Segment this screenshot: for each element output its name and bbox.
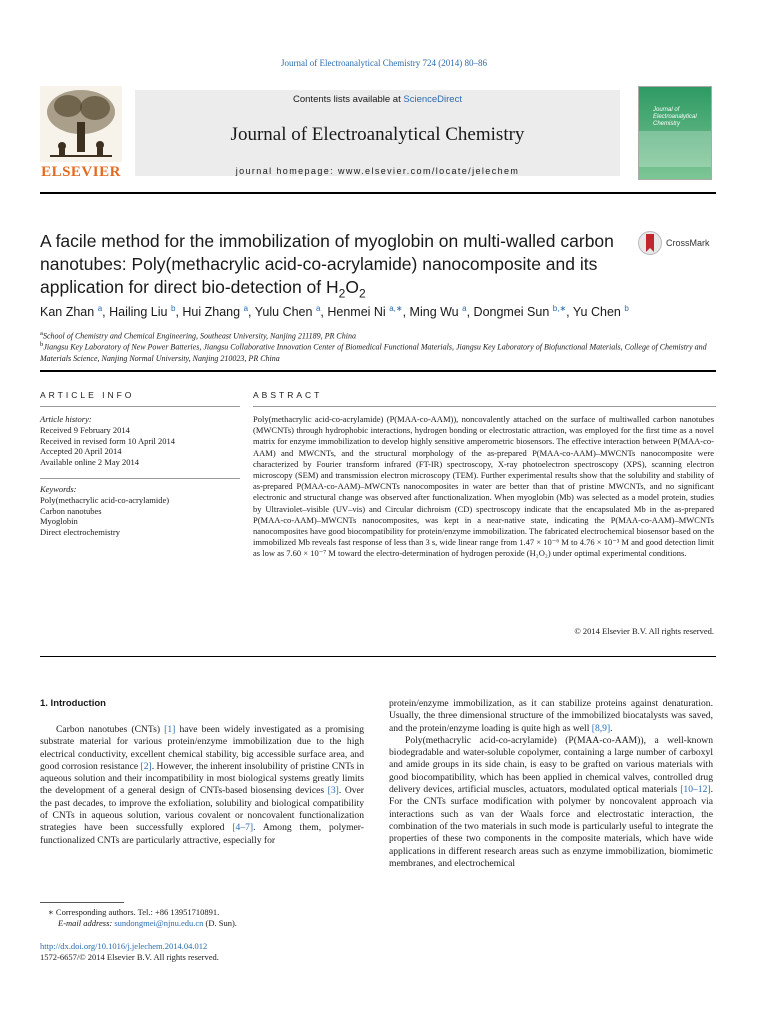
article-info-heading: ARTICLE INFO	[40, 390, 135, 400]
abstract-text: Poly(methacrylic acid-co-acrylamide) (P(MAA-co-AAM)), noncovalently attached on the surface of multiwalled carbon nanotubes (MWCNTs) through hydrophobic interactions, hydrogen bonding or electrostatic attraction, was employed for the first time as a novel matrix for enzyme immobilization to develop highly sensitive amperometric biosensors. The effective interaction between P(MAA-co-AAM) and MWCNTs, and the structural morphology of the as-prepared P(MAA-co-AAM)–MWCNTs nanocomposite were characterized by Fourier transform infrared (FT-IR) spectroscopy, X-ray photoelectron spectroscopy (XPS), scanning electron microscopy (SEM) and transmission electron microscopy (TEM). Further experimental results show that the solubility and stability of as-prepared P(MAA-co-AAM)–MWCNTs nanocomposites in water are better than that of pristine MWCNTs, and no significant electronic and structural change was observed after functionalization. When myoglobin (Mb) was selected as a model protein, studies by Ultraviolet–visible (UV–vis) and Circular dichroism (CD) spectroscopy indicate that the encapsulated Mb in the as-prepared P(MAA-co-AAM)–MWCNTs nanocomposites, was kept in a near-native state, indicating the P(MAA-co-AAM)–MWCNTs nanocomposites have good biocompatibility for protein/enzyme immobilization. The fabricated electrochemical biosensor based on the immobilized Mb reveals fast response of less than 3 s, wide linear range from 1.47 × 10⁻⁶ M to 4.76 × 10⁻³ M and good detection limit as low as 7.60 × 10⁻⁷ M toward the electro-determination of hydrogen peroxide (H₂O₂) under optimal experimental conditions.	[253, 414, 714, 559]
article-title	[40, 230, 630, 306]
ref-link[interactable]: [3]	[327, 785, 339, 797]
journal-banner	[135, 90, 620, 176]
affiliation-a: $^a$School of Chemistry and Chemical Engineering, Southeast University, Nanjing 211189, PR China	[40, 330, 356, 341]
crossmark-badge[interactable]	[638, 230, 718, 258]
cover-band	[639, 131, 711, 167]
abstract-bottom-rule	[40, 656, 716, 657]
contents-prefix: Contents lists available at	[293, 94, 404, 105]
keyword: Carbon nanotubes	[40, 505, 102, 516]
crossmark-label: CrossMark	[666, 238, 710, 248]
keywords	[40, 484, 240, 538]
author[interactable]: Ming Wu $^a$,	[409, 304, 471, 320]
abstract-heading: ABSTRACT	[253, 390, 323, 400]
ref-link[interactable]: [8,9]	[591, 722, 611, 734]
history-label: Article history:	[40, 414, 92, 424]
elsevier-logo	[40, 86, 122, 180]
author[interactable]: Hui Zhang $^a$,	[182, 304, 252, 320]
issn-line: 1572-6657/© 2014 Elsevier B.V. All rights reserved.	[40, 952, 219, 962]
journal-name: Journal of Electroanalytical Chemistry	[230, 124, 525, 145]
affiliation-b: $^b$Jiangsu Key Laboratory of New Power Batteries, Jiangsu Collaborative Innovation Center of Biomedical Functional Materials, Jiangsu Key Laboratory of Biofunctional Materials, College of Chemistry and Materials Science, Nanjing Normal University, Nanjing 210023, PR China	[40, 341, 707, 363]
author[interactable]: Hailing Liu $^b$,	[109, 304, 179, 320]
intro-left-column: Carbon nanotubes (CNTs) [1] have been widely investigated as a promising substrate material for various protein/enzyme immobilization due to the high electrical conductivity, excellent chemical stability, big accessible surface area, and good corrosion resistance [2]. However, the inherent insolubility of pristine CNTs in aqueous solution and their incompatibility in most biological systems greatly limits the development of a general design of CNTs-based biosensing devices [3]. Over the past decades, to improve the exfoliation, solubility and biological compatibility of CNTs in aqueous solution, various covalent or noncovalent functionalization strategies have been successfully explored [4–7]. Among them, polymer-functionalized CNTs are particularly attractive, especially for	[40, 724, 364, 846]
ref-link[interactable]: [2]	[140, 760, 152, 772]
abstract-rule	[253, 406, 716, 407]
keyword: Poly(methacrylic acid-co-acrylamide)	[40, 494, 170, 505]
publisher-name: ELSEVIER	[41, 164, 121, 180]
doi-block	[40, 941, 219, 963]
author[interactable]: Yulu Chen $^a$,	[254, 304, 324, 320]
intro-right-column: protein/enzyme immobilization, as it can stabilize proteins against denaturation. Usually, the three dimensional structure of the immobilized biocatalysts was saved, and the protein/enzyme loading is quite high as well [8,9]. Poly(methacrylic acid-co-acrylamide) (P(MAA-co-AAM)), a well-known biodegradable and water-soluble copolymer, containing a large number of carboxyl and amide groups in its side chain, is easy to be grafted on various materials with good biocompatibility, which has been applied in chemical valves, controlled drug delivery devices, artificial muscles, actuators, modulated optical materials [10–12]. For the CNTs surface modification with polymer by noncovalent approach via interactions such as van der Waals force and electrostatic interaction, the combination of the two materials in such mode is particularly useful to integrate the properties of these two components in the composite materials, which have wide applications in different research areas such as enzyme immobilization, biomimetic membranes, and electrochemical	[389, 698, 713, 869]
email-line: E-mail address: sundongmei@njnu.edu.cn (D. Sun).	[58, 918, 237, 928]
affiliation-rule	[40, 370, 716, 372]
history-item: Received 9 February 2014	[40, 424, 130, 435]
crossmark-icon	[638, 230, 662, 256]
copyright-line: © 2014 Elsevier B.V. All rights reserved.	[574, 626, 714, 636]
title-sub1: 2	[338, 286, 346, 301]
footnote-rule	[40, 902, 124, 903]
title-sub2: 2	[358, 286, 366, 301]
title-mid: O	[345, 277, 359, 297]
author-list	[40, 304, 720, 319]
introduction-heading: 1. Introduction	[40, 698, 106, 709]
cover-title: Journal of Electroanalytical Chemistry	[653, 107, 697, 127]
ref-link[interactable]: [1]	[164, 724, 176, 735]
keyword: Direct electrochemistry	[40, 527, 121, 538]
sciencedirect-link[interactable]: ScienceDirect	[403, 94, 462, 105]
corresponding-footnote	[40, 907, 364, 929]
doi-link[interactable]: http://dx.doi.org/10.1016/j.jelechem.2014.04.012	[40, 941, 208, 951]
ref-link[interactable]: [4–7]	[232, 822, 254, 834]
elsevier-tree-icon	[40, 86, 122, 162]
info-rule	[40, 406, 240, 407]
title-main: A facile method for the immobilization of myoglobin on multi-walled carbon nanotubes: Poly(methacrylic acid-co-acrylamide) nanocomposite and its application for direct bio-detection of H	[40, 231, 614, 297]
header-rule	[40, 192, 716, 194]
history-item: Received in revised form 10 April 2014	[40, 435, 176, 446]
author[interactable]: Kan Zhan $^a$,	[40, 304, 106, 320]
author[interactable]: Dongmei Sun $^{b,∗}$,	[473, 304, 570, 320]
article-history	[40, 414, 240, 468]
contents-line	[135, 94, 620, 105]
author[interactable]: Yu Chen $^b$	[572, 304, 629, 320]
history-item: Accepted 20 April 2014	[40, 446, 122, 457]
history-item: Available online 2 May 2014	[40, 457, 139, 468]
keywords-label: Keywords:	[40, 484, 77, 494]
corresponding-line: ∗ Corresponding authors. Tel.: +86 13951710891.	[48, 907, 220, 917]
journal-header	[40, 84, 716, 182]
keywords-rule	[40, 478, 240, 479]
journal-citation[interactable]: Journal of Electroanalytical Chemistry 724 (2014) 80–86	[281, 58, 487, 68]
journal-cover-image	[638, 86, 712, 180]
keyword: Myoglobin	[40, 516, 78, 527]
ref-link[interactable]: [10–12]	[680, 784, 711, 796]
author[interactable]: Henmei Ni $^{a,∗}$,	[327, 304, 407, 320]
email-link[interactable]: sundongmei@njnu.edu.cn	[114, 918, 204, 928]
journal-homepage[interactable]: journal homepage: www.elsevier.com/locate/jelechem	[235, 166, 520, 176]
